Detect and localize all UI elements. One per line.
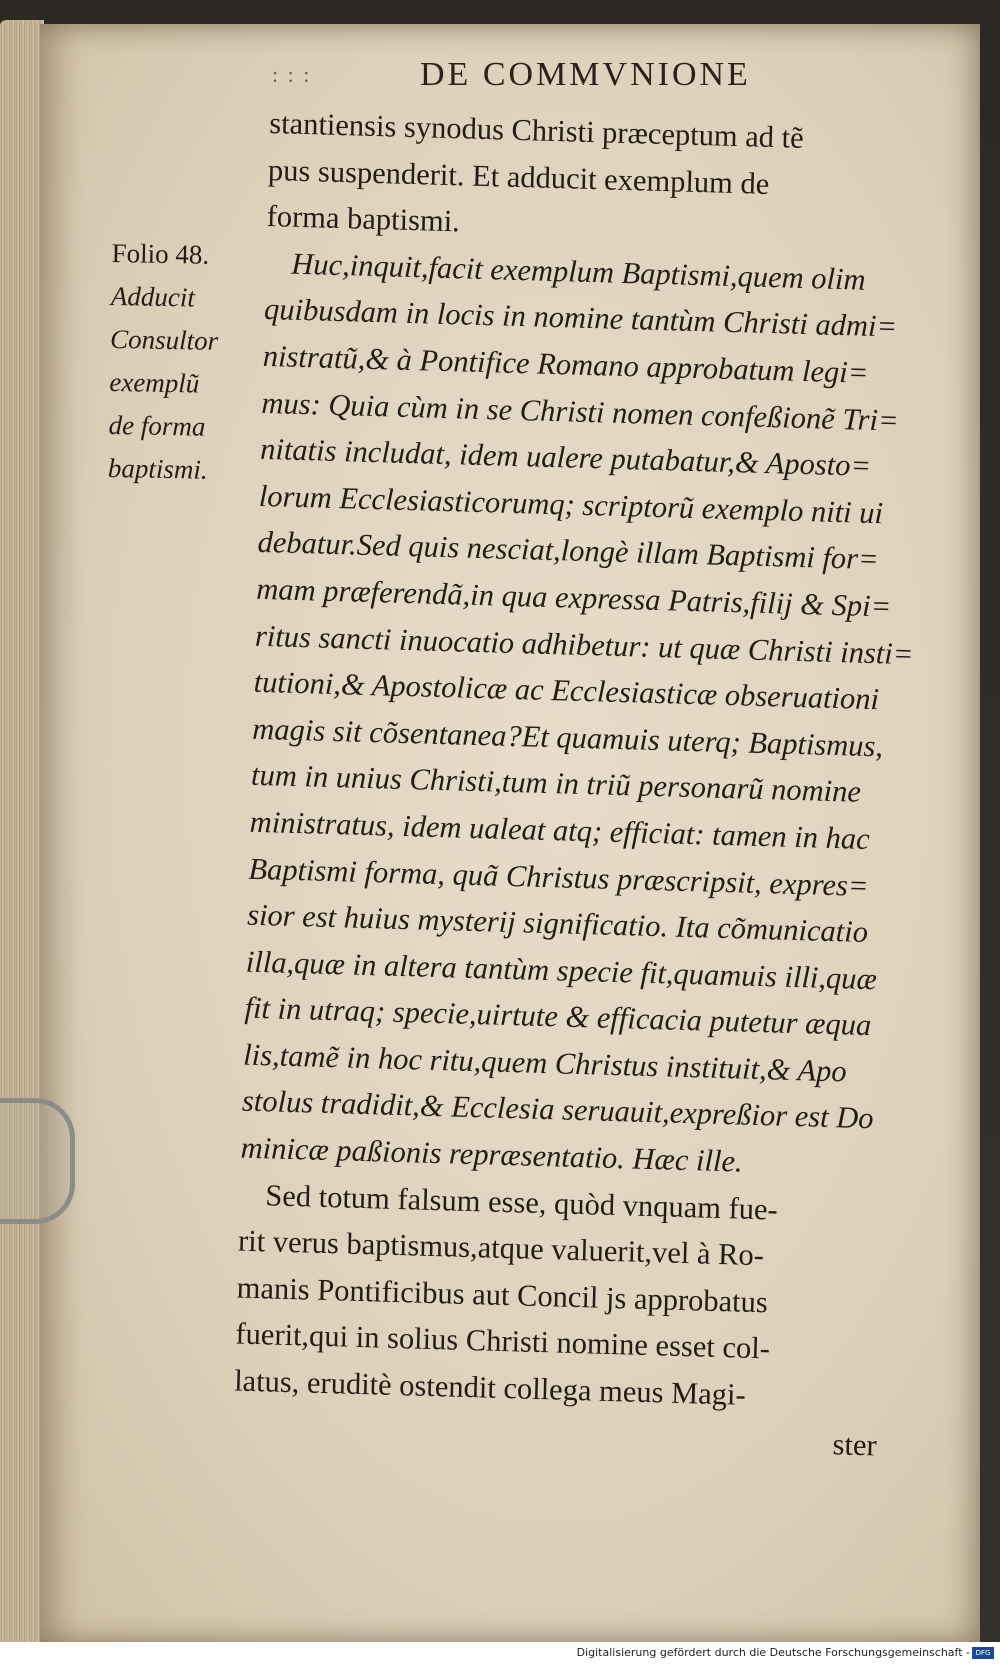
text-line: lis,tamẽ in hoc ritu,quem Christus instituit,& Apo xyxy=(242,1037,848,1089)
ornament-marks: : : : xyxy=(272,62,312,87)
margin-note xyxy=(107,232,271,493)
margin-note-line: baptismi. xyxy=(107,452,208,485)
text-line: forma baptismi. xyxy=(266,199,461,239)
catchword: ster xyxy=(832,1426,878,1463)
text-line: ministratus, idem ualeat atq; efficiat: tamen in hac xyxy=(249,804,871,856)
main-text xyxy=(232,100,969,1470)
text-line: latus, eruditè ostendit collega meus Magi- xyxy=(233,1363,747,1412)
text-line: illa,quæ in altera tantùm specie fit,quamuis illi,quæ xyxy=(245,944,878,996)
text-line: nistratũ,& à Pontifice Romano approbatum legi= xyxy=(262,338,869,390)
text-line: ritus sancti inuocatio adhibetur: ut quæ Christi insti= xyxy=(254,618,914,671)
book-page-edges xyxy=(0,20,44,1650)
book-clip xyxy=(0,1098,75,1224)
text-line: mam præferendã,in qua expressa Patris,filij & Spi= xyxy=(255,571,892,624)
footer-credit: Digitalisierung gefördert durch die Deutsche Forschungsgemeinschaft - xyxy=(576,1646,970,1659)
text-line: quibusdam in locis in nomine tantùm Christi admi= xyxy=(263,292,898,344)
text-line: stolus tradidit,& Ecclesia seruauit,expreßior est Do xyxy=(241,1084,874,1136)
margin-note-line: de forma xyxy=(108,409,206,442)
text-line: sior est huius mysterij significatio. Ita cõmunicatio xyxy=(246,897,869,950)
text-line: rit verus baptismus,atque valuerit,vel à Ro- xyxy=(237,1223,765,1273)
text-line: stantiensis synodus Christi præceptum ad tẽ xyxy=(268,105,805,155)
margin-note-line: exemplũ xyxy=(109,366,200,399)
text-line: Baptismi forma, quã Christus præscripsit, expres= xyxy=(248,851,869,903)
text-line: pus suspenderit. Et adducit exemplum de xyxy=(267,152,770,201)
text-line: nitatis includat, idem ualere putabatur,& Aposto= xyxy=(259,432,872,484)
text-line: tutioni,& Apostolicæ ac Ecclesiasticæ obseruationi xyxy=(253,664,880,717)
text-line: debatur.Sed quis nesciat,longè illam Baptismi for= xyxy=(257,525,880,577)
text-line: lorum Ecclesiasticorumq; scriptorũ exemplo niti ui xyxy=(258,478,884,531)
text-line: Sed totum falsum esse, quòd vnquam fue- xyxy=(264,1177,779,1227)
text-line: manis Pontificibus aut Concil js approbatus xyxy=(236,1270,769,1320)
text-line: minicæ paßionis repræsentatio. Hæc ille. xyxy=(240,1130,744,1179)
digitization-footer xyxy=(0,1642,1000,1664)
text-line: fuerit,qui in solius Christi nomine esset col- xyxy=(235,1316,771,1366)
margin-note-line: Folio 48. xyxy=(111,237,210,270)
margin-note-line: Adducit xyxy=(110,280,196,313)
margin-note-line: Consultor xyxy=(109,323,219,356)
text-line: Huc,inquit,facit exemplum Baptismi,quem olim xyxy=(290,246,867,297)
text-line: mus: Quia cùm in se Christi nomen confeßionẽ Tri= xyxy=(261,385,900,438)
text-line: fit in utraq; specie,uirtute & efficacia putetur æqua xyxy=(244,990,872,1043)
text-line: magis sit cõsentanea?Et quamuis uterq; Baptismus, xyxy=(251,711,884,764)
text-line: tum in unius Christi,tum in triũ personarũ nomine xyxy=(250,758,862,810)
running-head: DE COMMVNIONE xyxy=(420,56,751,93)
dfg-logo: DFG xyxy=(972,1647,994,1659)
